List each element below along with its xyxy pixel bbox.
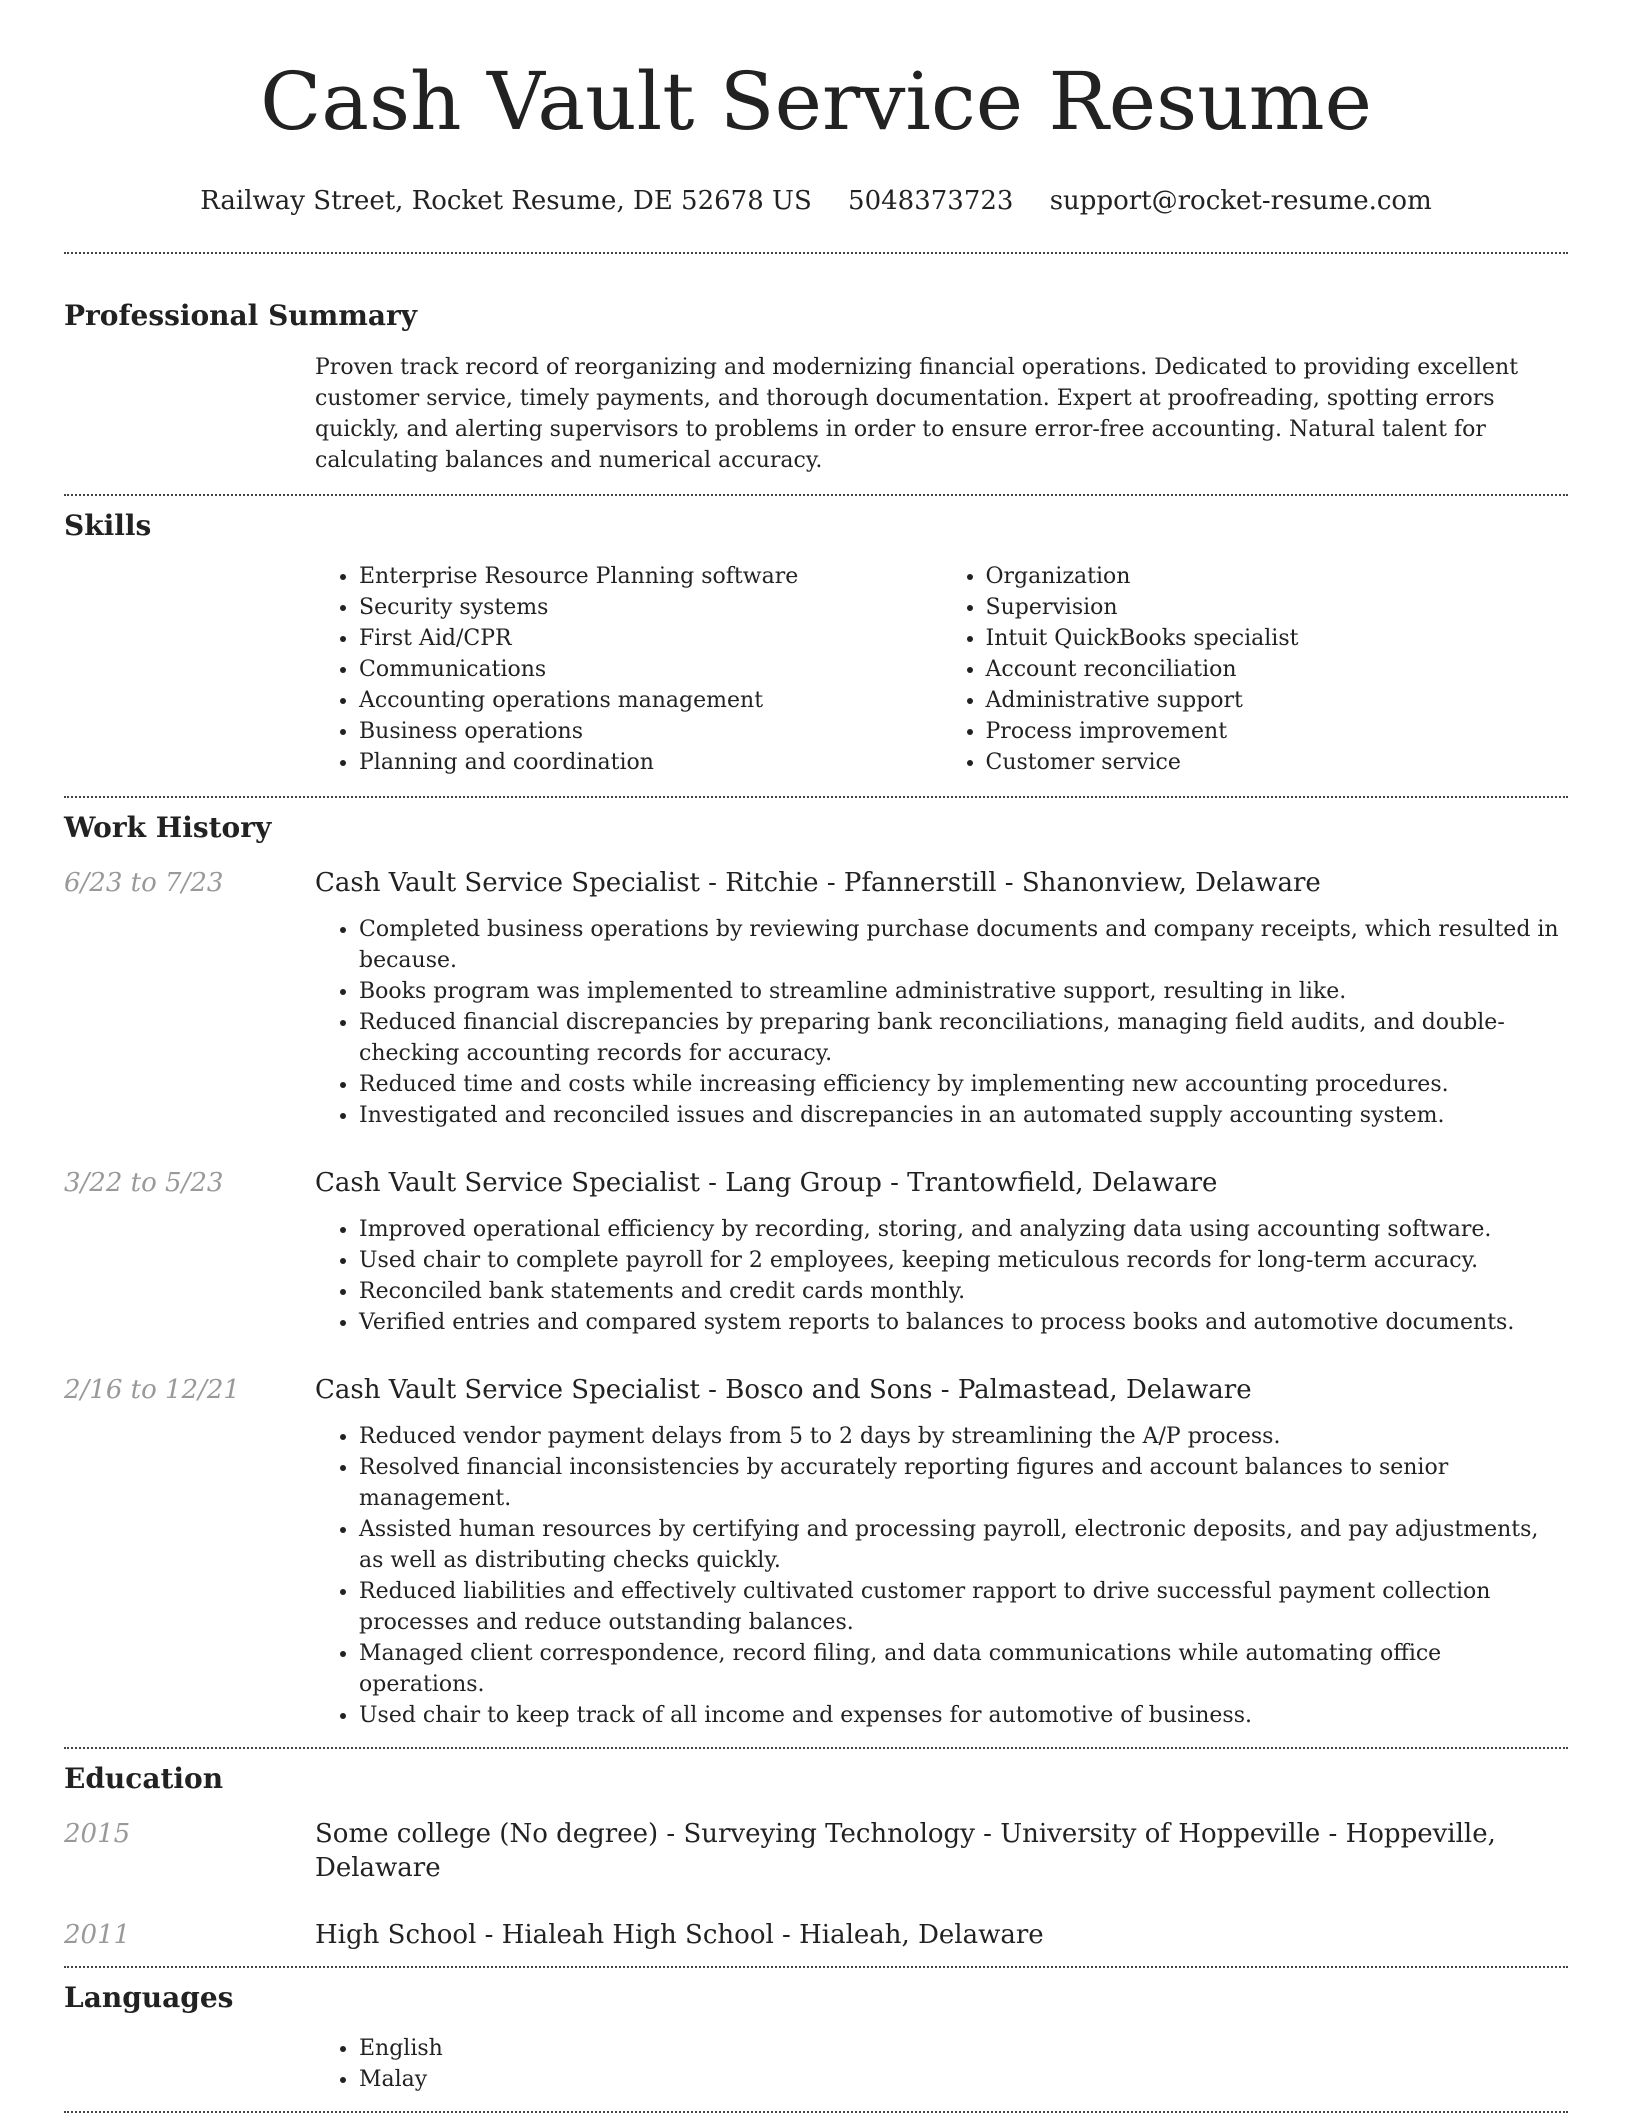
list-item: • Accounting operations management (359, 685, 942, 716)
list-item: • Books program was implemented to streamline administrative support, resulting in like. (359, 976, 1568, 1007)
resume-name: Cash Vault Service Resume (260, 55, 1372, 148)
job-title: Cash Vault Service Specialist - Bosco and Sons - Palmastead, Delaware (315, 1375, 1252, 1405)
summary-text: Proven track record of reorganizing and modernizing financial operations. Dedicated to providing excellent customer service, timely payments, and thorough documentation. Expert at proofreading, spotting errors quickly, and alerting supervisors to problems in order to ensure error-free accounting. Natural talent for calculating balances and numerical accuracy. (315, 355, 1519, 473)
list-item: • Reduced financial discrepancies by preparing bank reconciliations, managing field audits, and double-checking accounting records for accuracy. (359, 1007, 1568, 1069)
education-entry (64, 1817, 1568, 1885)
list-item: • Assisted human resources by certifying and processing payroll, electronic deposits, and pay adjustments, as well as distributing checks quickly. (359, 1514, 1568, 1576)
skills-list-left (315, 561, 942, 778)
job-date: 3/22 to 5/23 (64, 1168, 224, 1198)
list-item: • English (359, 2033, 1568, 2064)
list-item: • Resolved financial inconsistencies by accurately reporting figures and account balances to senior management. (359, 1452, 1568, 1514)
languages-section (64, 1968, 1568, 2111)
list-item: • Organization (986, 561, 1569, 592)
section-title: Education (64, 1762, 224, 1795)
job-body (315, 866, 1568, 1131)
job-entry (64, 866, 1568, 1131)
list-item: • Enterprise Resource Planning software (359, 561, 942, 592)
section-title: Languages (64, 1981, 234, 2014)
list-item: • Verified entries and compared system reports to balances to process books and automotive documents. (359, 1307, 1568, 1338)
resume-header (64, 0, 1568, 218)
skills-section (64, 496, 1568, 796)
contact-line (64, 184, 1568, 218)
section-title: Work History (64, 811, 272, 844)
list-item: • Improved operational efficiency by recording, storing, and analyzing data using accounting software. (359, 1214, 1568, 1245)
education-date: 2015 (64, 1819, 131, 1849)
list-item: • Managed client correspondence, record filing, and data communications while automating office operations. (359, 1638, 1568, 1700)
job-title: Cash Vault Service Specialist - Lang Group - Trantowfield, Delaware (315, 1168, 1218, 1198)
education-date: 2011 (64, 1920, 131, 1950)
job-bullets (315, 1214, 1568, 1338)
skills-list-right (942, 561, 1569, 778)
list-item: • Used chair to complete payroll for 2 employees, keeping meticulous records for long-term accuracy. (359, 1245, 1568, 1276)
list-item: • Intuit QuickBooks specialist (986, 623, 1569, 654)
job-entry (64, 1373, 1568, 1747)
job-date: 2/16 to 12/21 (64, 1375, 240, 1405)
job-body (315, 1373, 1568, 1731)
job-body (315, 1166, 1568, 1338)
job-entry (64, 1166, 1568, 1338)
contact-phone: 5048373723 (848, 186, 1014, 216)
languages-content (315, 2033, 1568, 2111)
list-item: • Account reconciliation (986, 654, 1569, 685)
education-section (64, 1749, 1568, 1966)
section-title: Skills (64, 509, 152, 542)
job-bullets (315, 1421, 1568, 1731)
list-item: • Reduced time and costs while increasing efficiency by implementing new accounting procedures. (359, 1069, 1568, 1100)
education-text: High School - Hialeah High School - Hialeah, Delaware (315, 1920, 1044, 1950)
list-item: • Reduced liabilities and effectively cultivated customer rapport to drive successful payment collection processes and reduce outstanding balances. (359, 1576, 1568, 1638)
skills-grid (315, 561, 1568, 796)
list-item: • Security systems (359, 592, 942, 623)
list-item: • Process improvement (986, 716, 1569, 747)
list-item: • Used chair to keep track of all income and expenses for automotive of business. (359, 1700, 1568, 1731)
job-title: Cash Vault Service Specialist - Ritchie - Pfannerstill - Shanonview, Delaware (315, 868, 1321, 898)
list-item: • Investigated and reconciled issues and discrepancies in an automated supply accounting system. (359, 1100, 1568, 1131)
work-section (64, 798, 1568, 1747)
list-item: • Reduced vendor payment delays from 5 to 2 days by streamlining the A/P process. (359, 1421, 1568, 1452)
education-text: Some college (No degree) - Surveying Technology - University of Hoppeville - Hoppeville, Delaware (315, 1819, 1496, 1883)
list-item: • Planning and coordination (359, 747, 942, 778)
list-item: • Administrative support (986, 685, 1569, 716)
section-title: Professional Summary (64, 299, 418, 332)
languages-list (315, 2033, 1568, 2095)
list-item: • Customer service (986, 747, 1569, 778)
list-item: • First Aid/CPR (359, 623, 942, 654)
list-item: • Malay (359, 2064, 1568, 2095)
job-date: 6/23 to 7/23 (64, 868, 224, 898)
summary-section (64, 254, 1568, 494)
list-item: • Business operations (359, 716, 942, 747)
list-item: • Completed business operations by reviewing purchase documents and company receipts, which resulted in because. (359, 914, 1568, 976)
contact-email: support@rocket-resume.com (1049, 186, 1432, 216)
education-entry (64, 1918, 1568, 1966)
list-item: • Reconciled bank statements and credit cards monthly. (359, 1276, 1568, 1307)
list-item: • Communications (359, 654, 942, 685)
contact-address: Railway Street, Rocket Resume, DE 52678 US (200, 186, 812, 216)
list-item: • Supervision (986, 592, 1569, 623)
job-bullets (315, 914, 1568, 1131)
